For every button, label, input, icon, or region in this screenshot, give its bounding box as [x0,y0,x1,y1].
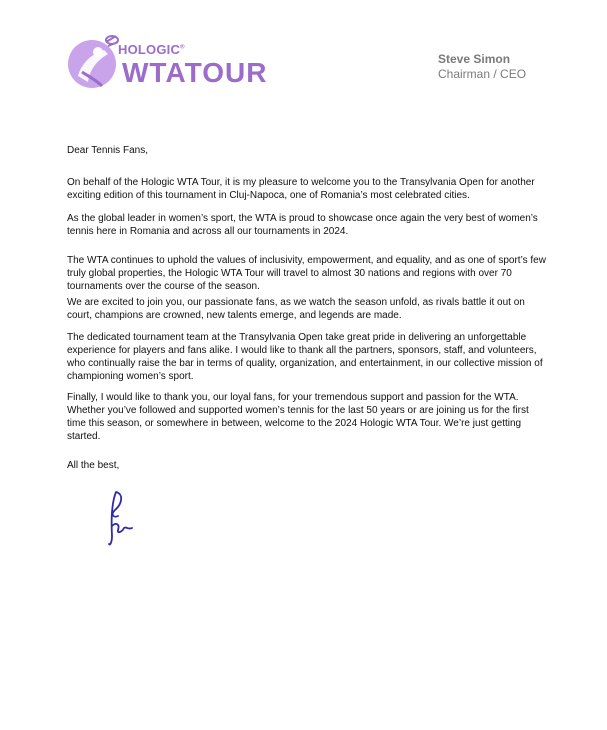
sender-title: Chairman / CEO [438,67,527,81]
paragraph-tournament-team: The dedicated tournament team at the Transylvania Open take great pride in delivering an unforgettable experience for players and fans alike. I would like to thank all the partners, sponsors, staff, and volunteers, who continually raise the bar in terms of quality, organization, and entertainment, in our collective mission of championing women’s sport. [67,332,543,382]
sender-block [438,52,526,82]
wta-player-logo-icon [62,32,124,94]
sender-name: Steve Simon [438,52,511,66]
salutation: Dear Tennis Fans, [67,145,148,156]
hologic-wta-logo [62,32,268,96]
brand-hologic: HOLOGIC® [118,42,185,57]
paragraph-excited: We are excited to join you, our passionate fans, as we watch the season unfold, as rivals battle it out on court, champions are crowned, new talents emerge, and legends are made. [67,297,525,321]
signature [102,488,142,548]
paragraph-welcome: On behalf of the Hologic WTA Tour, it is my pleasure to welcome you to the Transylvania Open for another exciting edition of this tournament in Cluj-Napoca, one of Romania’s most celebrated cities. [67,177,535,201]
brand-tour: TOUR [184,57,268,88]
paragraph-thanks: Finally, I would like to thank you, our loyal fans, for your tremendous support and passion for the WTA. Whether you’ve followed and supported women’s tennis for the last 50 years or are joining us for the first time this season, or somewhere in between, welcome to the 2024 Hologic WTA Tour. We’re just getting started. [67,392,529,442]
closing: All the best, [67,460,120,471]
paragraph-values: The WTA continues to uphold the values of inclusivity, empowerment, and equality, and as one of sport’s few truly global properties, the Hologic WTA Tour will travel to almost 30 nations and regions with over 70 tournaments over the course of the season. [67,255,546,292]
paragraph-global-leader: As the global leader in women’s sport, the WTA is proud to showcase once again the very best of women’s tennis here in Romania and across all our tournaments in 2024. [67,213,538,237]
brand-wta-tour [122,56,267,90]
brand-wta: WTA [122,57,185,88]
